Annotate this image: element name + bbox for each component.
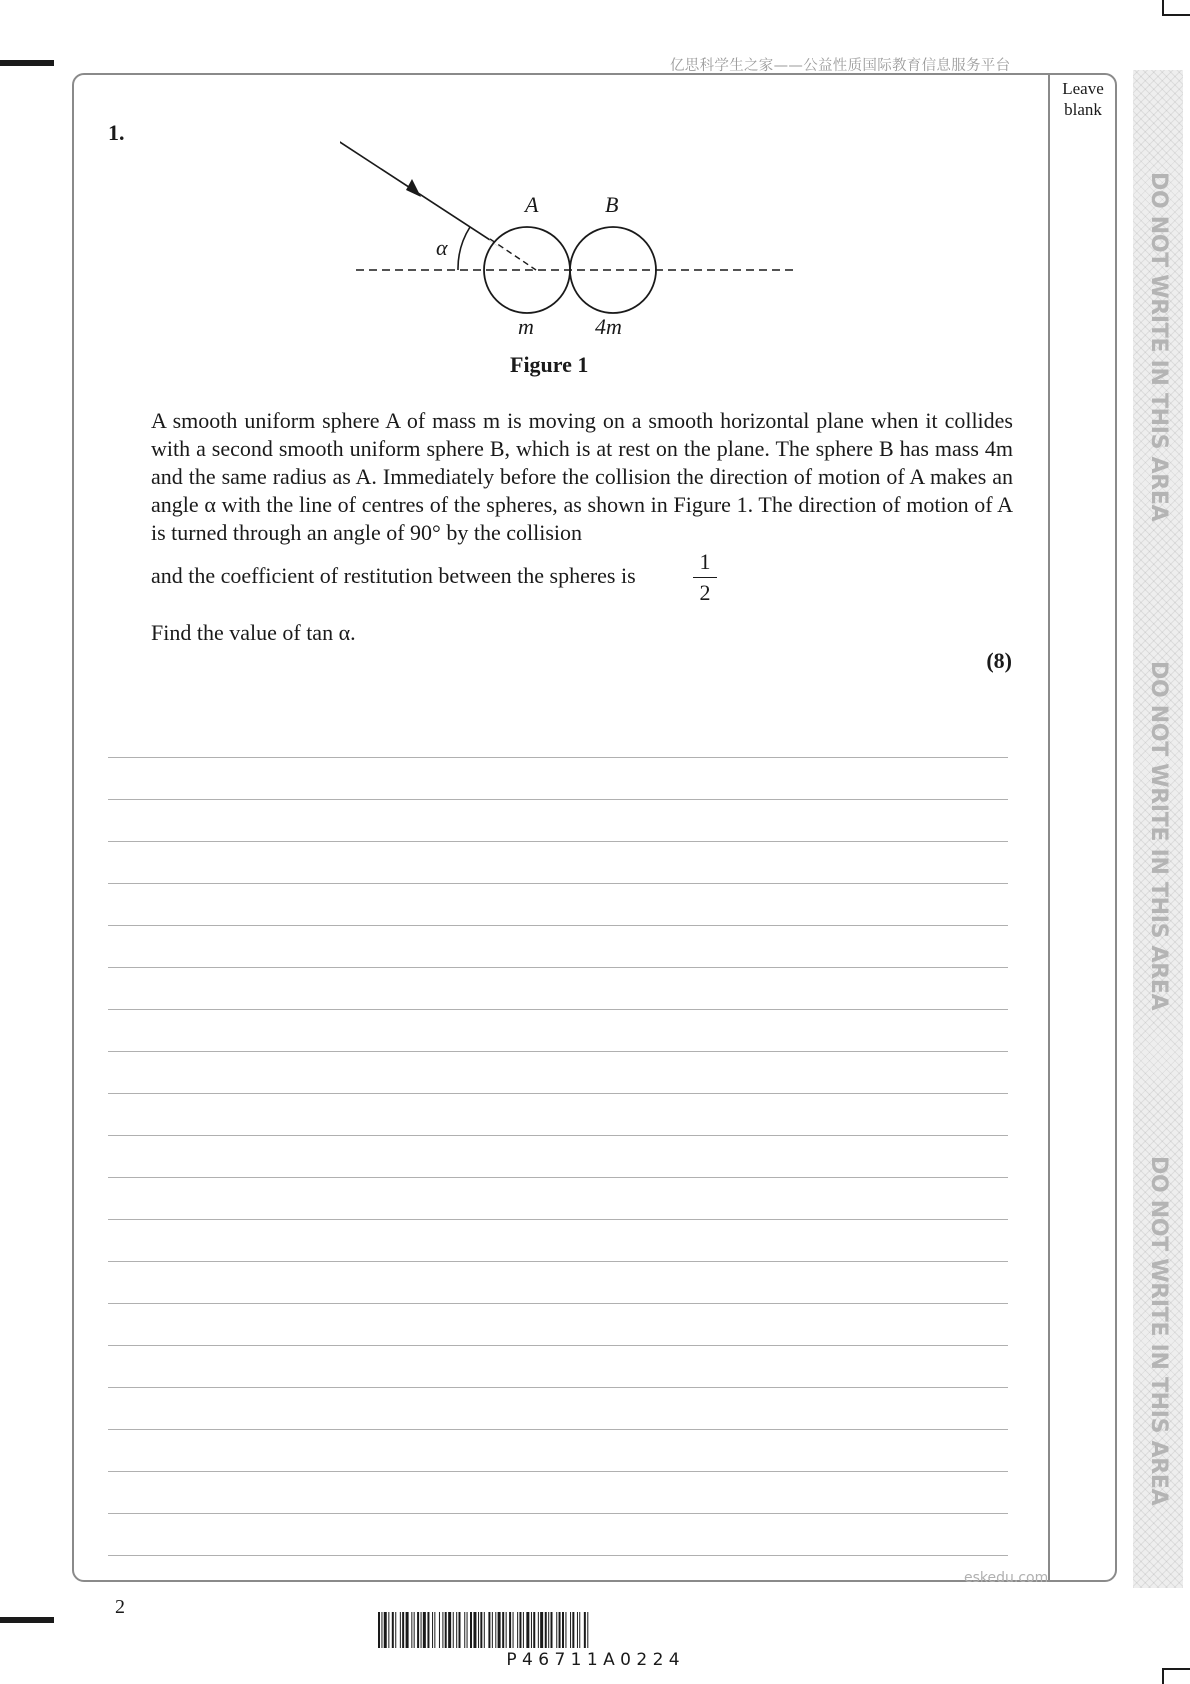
- registration-mark-bottom-left: [0, 1617, 54, 1623]
- crop-mark-bottom-right-v: [1162, 1668, 1164, 1684]
- barcode-bar: [492, 1612, 493, 1648]
- fraction-numerator: 1: [699, 549, 711, 574]
- barcode-bar: [411, 1612, 412, 1648]
- leave-blank-label: Leave blank: [1062, 79, 1104, 119]
- angle-label: α: [436, 235, 448, 260]
- restitution-fraction: [693, 549, 717, 606]
- barcode-bar: [556, 1612, 557, 1648]
- barcode-bar: [562, 1612, 564, 1648]
- barcode-bar: [448, 1612, 451, 1648]
- answer-line[interactable]: [108, 968, 1008, 1010]
- barcode-bar: [432, 1612, 433, 1648]
- figure-caption: Figure 1: [510, 352, 589, 377]
- answer-line[interactable]: [108, 1010, 1008, 1052]
- margin-divider: [1048, 74, 1050, 1581]
- answer-line[interactable]: [108, 1094, 1008, 1136]
- barcode-bar: [548, 1612, 549, 1648]
- barcode-bar: [478, 1612, 479, 1648]
- barcode-bar: [480, 1612, 482, 1648]
- barcode-bar: [538, 1612, 539, 1648]
- barcode: [378, 1612, 808, 1648]
- answer-line[interactable]: [108, 758, 1008, 800]
- barcode-bar: [384, 1612, 387, 1648]
- mass-b-label: 4m: [595, 314, 622, 339]
- page-number: 2: [115, 1596, 125, 1618]
- answer-line[interactable]: [108, 1052, 1008, 1094]
- answer-line[interactable]: [108, 926, 1008, 968]
- barcode-bar: [502, 1612, 504, 1648]
- barcode-bar: [439, 1612, 440, 1648]
- barcode-bar: [545, 1612, 547, 1648]
- barcode-bar: [587, 1612, 588, 1648]
- answer-line[interactable]: [108, 1388, 1008, 1430]
- answer-line[interactable]: [108, 842, 1008, 884]
- answer-line[interactable]: [108, 1262, 1008, 1304]
- crop-mark-top-right-v: [1162, 0, 1164, 14]
- answer-line[interactable]: [108, 884, 1008, 926]
- barcode-bar: [570, 1612, 571, 1648]
- answer-area[interactable]: [108, 716, 1008, 1556]
- direction-arrow-icon: [406, 179, 421, 197]
- collision-figure: [340, 125, 800, 340]
- question-number: 1.: [108, 120, 125, 145]
- barcode-bar: [456, 1612, 457, 1648]
- barcode-bar: [442, 1612, 443, 1648]
- answer-line[interactable]: [108, 1304, 1008, 1346]
- barcode-bar: [434, 1612, 435, 1648]
- barcode-bar: [400, 1612, 401, 1648]
- barcode-bar: [506, 1612, 507, 1648]
- barcode-bar: [551, 1612, 553, 1648]
- answer-line[interactable]: [108, 1346, 1008, 1388]
- marks-label: (8): [986, 648, 1012, 673]
- barcode-bar: [473, 1612, 476, 1648]
- do-not-write-warning: DO NOT WRITE IN THIS AREA: [1146, 661, 1171, 1011]
- header-watermark: 亿思科学生之家——公益性质国际教育信息服务平台: [670, 58, 1011, 74]
- barcode-text: P 4 6 7 1 1 A 0 2 2 4: [506, 1650, 680, 1670]
- answer-line[interactable]: [108, 1472, 1008, 1514]
- answer-line[interactable]: [108, 716, 1008, 758]
- barcode-bar: [495, 1612, 496, 1648]
- barcode-bar: [484, 1612, 485, 1648]
- barcode-bar: [572, 1612, 574, 1648]
- barcode-bar: [417, 1612, 419, 1648]
- barcode-bar: [513, 1612, 514, 1648]
- barcode-bar: [381, 1612, 382, 1648]
- mass-a-label: m: [518, 314, 534, 339]
- question-instruction: Find the value of tan α.: [151, 620, 356, 645]
- restitution-text: and the coefficient of restitution between the spheres is: [151, 563, 636, 588]
- barcode-bar: [509, 1612, 511, 1648]
- barcode-bar: [533, 1612, 535, 1648]
- barcode-bar: [488, 1612, 490, 1648]
- barcode-bar: [406, 1612, 409, 1648]
- barcode-bar: [519, 1612, 521, 1648]
- barcode-bar: [395, 1612, 396, 1648]
- do-not-write-warning: DO NOT WRITE IN THIS AREA: [1146, 172, 1171, 522]
- barcode-bar: [423, 1612, 426, 1648]
- fraction-denominator: 2: [699, 580, 711, 605]
- site-watermark: eskedu.com: [964, 1570, 1049, 1586]
- barcode-bar: [388, 1612, 389, 1648]
- barcode-bar: [565, 1612, 566, 1648]
- answer-line[interactable]: [108, 1178, 1008, 1220]
- registration-mark-top-left: [0, 60, 54, 66]
- crop-mark-top-right-h: [1162, 14, 1190, 16]
- answer-line[interactable]: [108, 1514, 1008, 1556]
- do-not-write-warning: DO NOT WRITE IN THIS AREA: [1146, 1156, 1171, 1506]
- sphere-a-label: A: [525, 192, 539, 217]
- barcode-bar: [579, 1612, 580, 1648]
- barcode-bar: [402, 1612, 404, 1648]
- barcode-bar: [470, 1612, 472, 1648]
- barcode-bar: [517, 1612, 518, 1648]
- barcode-bar: [526, 1612, 529, 1648]
- barcode-bar: [498, 1612, 501, 1648]
- barcode-bar: [464, 1612, 465, 1648]
- angle-arc: [458, 227, 470, 270]
- crop-mark-bottom-right-h: [1162, 1668, 1190, 1670]
- barcode-bar: [414, 1612, 415, 1648]
- question-text: A smooth uniform sphere A of mass m is moving on a smooth horizontal plane when it collides with a second smooth uniform sphere B, which is at rest on the plane. The sphere B has mass 4m and the same radius as A. Immediately before the collision the direction of motion of A makes an angle α with the line of centres of the spheres, as shown in Figure 1. The direction of motion of A is turned through an angle of 90° by the collision: [151, 408, 1013, 545]
- barcode-bar: [467, 1612, 468, 1648]
- barcode-bar: [392, 1612, 394, 1648]
- fraction-bar: [693, 577, 717, 578]
- sphere-b-label: B: [605, 192, 619, 217]
- answer-line[interactable]: [108, 800, 1008, 842]
- barcode-bar: [540, 1612, 543, 1648]
- barcode-bar: [577, 1612, 578, 1648]
- barcode-bar: [421, 1612, 422, 1648]
- barcode-bar: [453, 1612, 454, 1648]
- barcode-bar: [559, 1612, 561, 1648]
- barcode-bar: [427, 1612, 429, 1648]
- answer-line[interactable]: [108, 1220, 1008, 1262]
- barcode-bar: [445, 1612, 447, 1648]
- approach-path-dashed: [490, 239, 536, 270]
- barcode-bar: [459, 1612, 461, 1648]
- barcode-bar: [531, 1612, 532, 1648]
- barcode-bar: [584, 1612, 586, 1648]
- answer-line[interactable]: [108, 1136, 1008, 1178]
- barcode-bar: [378, 1612, 380, 1648]
- barcode-bar: [523, 1612, 524, 1648]
- answer-line[interactable]: [108, 1430, 1008, 1472]
